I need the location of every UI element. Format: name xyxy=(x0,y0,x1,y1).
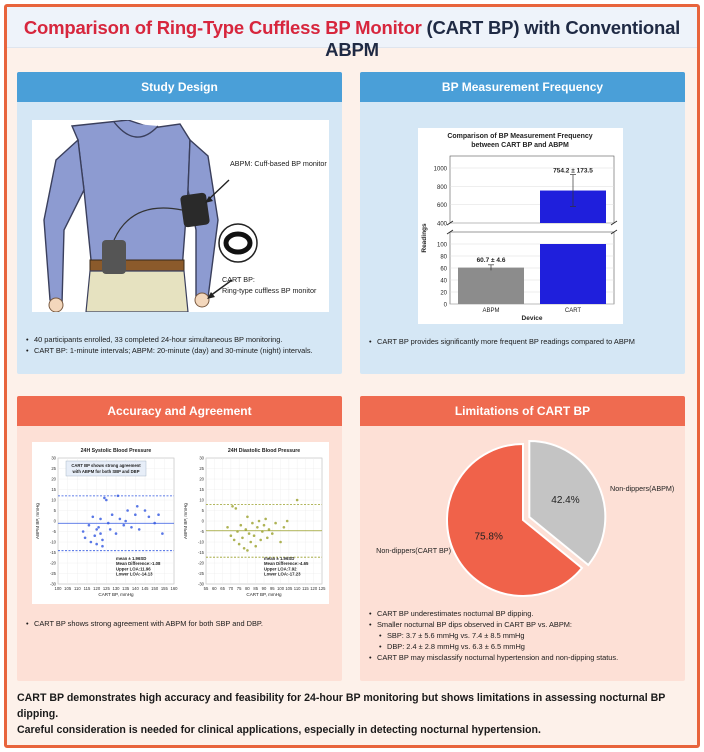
study-design-bullets xyxy=(25,334,335,356)
y-tick-label: -25 xyxy=(49,571,56,577)
chart-title: Comparison of BP Measurement Frequency xyxy=(447,133,593,140)
annotation-text-line2: with ABPM for both SBP and DBP xyxy=(72,469,140,474)
y-tick-label: 0 xyxy=(201,518,204,524)
bp-cuff xyxy=(180,192,210,227)
data-point xyxy=(274,522,277,525)
data-point xyxy=(238,543,241,546)
data-point xyxy=(101,545,104,548)
y-tick-label: -20 xyxy=(197,560,204,566)
data-point xyxy=(95,543,98,546)
stats-text: Upper LOA:11.96 xyxy=(116,566,151,572)
frequency-header: BP Measurement Frequency xyxy=(360,72,685,102)
y-tick-label: 100 xyxy=(436,242,447,249)
x-tick-label: 100 xyxy=(54,586,62,591)
data-point xyxy=(266,537,269,540)
data-point xyxy=(261,530,264,533)
y-tick-label: -30 xyxy=(49,581,56,587)
data-point xyxy=(259,539,262,542)
x-tick-label: 130 xyxy=(112,586,120,591)
data-point xyxy=(279,541,282,544)
abpm-device xyxy=(102,240,126,274)
data-point xyxy=(248,532,251,535)
data-point xyxy=(263,524,266,527)
x-axis-label: Device xyxy=(521,315,543,322)
bland-altman-box xyxy=(32,442,329,604)
y-tick-label: 20 xyxy=(199,476,204,482)
data-point xyxy=(124,520,127,523)
data-point xyxy=(246,516,249,519)
data-point xyxy=(99,532,102,535)
x-tick-label: 70 xyxy=(228,586,234,591)
title-highlight: Comparison of Ring-Type Cuffless BP Monitor xyxy=(23,17,422,38)
x-tick-label: 55 xyxy=(203,586,209,591)
stats-text: Lower LOA:-14.13 xyxy=(116,571,153,577)
data-point xyxy=(103,497,106,500)
pie-value-label: 75.8% xyxy=(474,531,503,543)
data-point xyxy=(230,534,233,537)
y-tick-label: -10 xyxy=(49,539,56,545)
data-point xyxy=(244,528,247,531)
y-tick-label: 15 xyxy=(51,487,56,493)
x-tick-label: 140 xyxy=(131,586,139,591)
y-axis-label: ABPM BP, mmHg xyxy=(183,503,188,539)
page-title xyxy=(7,17,697,61)
limitations-panel xyxy=(360,396,685,681)
annotation-text-line1: CART BP shows strong agreement xyxy=(71,463,141,468)
stats-text: Mean Difference:-1.08 xyxy=(116,561,161,567)
y-tick-label: 400 xyxy=(436,221,447,228)
data-point xyxy=(296,499,299,502)
data-point xyxy=(138,528,141,531)
y-tick-label: 30 xyxy=(199,455,204,461)
data-point xyxy=(240,524,243,527)
bar-lower-abpm xyxy=(458,268,524,304)
pants xyxy=(86,271,188,312)
data-point xyxy=(115,532,118,535)
y-tick-label: 0 xyxy=(53,518,56,524)
y-tick-label: -15 xyxy=(49,550,56,556)
data-point xyxy=(258,520,261,523)
data-point xyxy=(236,530,239,533)
data-point xyxy=(233,539,236,542)
y-tick-label: 10 xyxy=(199,497,204,503)
bar-lower-cart xyxy=(540,244,606,304)
data-point xyxy=(226,526,229,529)
cart-label-line2: Ring-type cuffless BP monitor xyxy=(222,286,317,295)
bullet: • CART BP: 1-minute intervals; ABPM: 20-minute (day) and 30-minute (night) intervals. xyxy=(25,345,335,356)
data-point xyxy=(101,539,104,542)
x-tick-label: 110 xyxy=(73,586,81,591)
y-tick-label: -20 xyxy=(49,560,56,566)
y-tick-label: 20 xyxy=(440,290,447,297)
conclusion-line-1: CART BP demonstrates high accuracy and feasibility for 24-hour BP monitoring but shows limitations in assessing nocturnal BP dipping. xyxy=(17,692,666,720)
frequency-bar-chart xyxy=(418,128,623,324)
stats-text: mean ± 1.96SD xyxy=(264,556,295,561)
bullet: • Smaller nocturnal BP dips observed in CART BP vs. ABPM: xyxy=(368,619,683,630)
x-tick-label: 125 xyxy=(318,586,326,591)
data-point xyxy=(105,499,108,502)
y-tick-label: -15 xyxy=(197,550,204,556)
x-tick-label: 85 xyxy=(253,586,259,591)
non-dippers-pie-chart xyxy=(360,428,685,608)
bar-data-label: 754.2 ± 173.5 xyxy=(553,167,593,175)
data-point xyxy=(122,524,125,527)
data-point xyxy=(231,505,234,508)
data-point xyxy=(153,522,156,525)
x-tick-label: 160 xyxy=(170,586,178,591)
bullet: • CART BP provides significantly more frequent BP readings compared to ABPM xyxy=(368,336,678,347)
x-tick-label: 90 xyxy=(261,586,267,591)
data-point xyxy=(95,528,98,531)
data-point xyxy=(119,518,122,521)
frequency-panel xyxy=(360,72,685,374)
infographic-frame xyxy=(4,4,700,748)
right-hand xyxy=(195,293,209,307)
data-point xyxy=(109,528,112,531)
data-point xyxy=(249,541,252,544)
pie-slice-label: Non-dippers(ABPM) xyxy=(610,484,675,493)
data-point xyxy=(144,509,147,512)
y-tick-label: 25 xyxy=(199,466,204,472)
data-point xyxy=(90,541,93,544)
data-point xyxy=(84,537,87,540)
bullet: • CART BP underestimates nocturnal BP dipping. xyxy=(368,608,683,619)
data-point xyxy=(93,534,96,537)
data-point xyxy=(99,518,102,521)
person-illustration xyxy=(32,120,329,312)
data-point xyxy=(111,513,114,516)
diastolic-bland-altman-plot xyxy=(180,442,329,604)
y-tick-label: 40 xyxy=(440,278,447,285)
bullet: • CART BP shows strong agreement with ABPM for both SBP and DBP. xyxy=(25,618,335,629)
y-tick-label: 1000 xyxy=(433,166,447,173)
data-point xyxy=(264,518,267,521)
x-tick-label: 100 xyxy=(277,586,285,591)
y-tick-label: 5 xyxy=(53,508,56,514)
x-axis-label: CART BP, mmHg xyxy=(98,592,134,597)
stats-text: Upper LOA:7.92 xyxy=(264,566,297,572)
data-point xyxy=(246,549,249,552)
data-point xyxy=(241,537,244,540)
x-tick-label: 60 xyxy=(211,586,217,591)
data-point xyxy=(97,526,100,529)
left-hand xyxy=(49,298,63,312)
limitations-bullets xyxy=(368,608,683,663)
data-point xyxy=(157,513,160,516)
frequency-bullets xyxy=(368,336,678,347)
data-point xyxy=(134,513,137,516)
x-tick-label: 115 xyxy=(302,586,309,591)
frequency-chart-box xyxy=(418,128,623,324)
bullet: • 40 participants enrolled, 33 completed 24-hour simultaneous BP monitoring. xyxy=(25,334,335,345)
data-point xyxy=(161,532,164,535)
y-tick-label: -30 xyxy=(197,581,204,587)
y-tick-label: 80 xyxy=(440,254,447,261)
limitations-header: Limitations of CART BP xyxy=(360,396,685,426)
data-point xyxy=(251,522,254,525)
data-point xyxy=(286,520,289,523)
x-tick-label: 120 xyxy=(93,586,101,591)
x-tick-label: 75 xyxy=(236,586,242,591)
x-tick-label: 150 xyxy=(151,586,159,591)
data-point xyxy=(148,516,151,519)
conclusion-text xyxy=(17,690,689,738)
x-tick-label: 110 xyxy=(293,586,301,591)
systolic-bland-altman-plot xyxy=(32,442,180,604)
study-design-header: Study Design xyxy=(17,72,342,102)
data-point xyxy=(92,516,95,519)
chart-subtitle: between CART BP and ABPM xyxy=(471,142,569,149)
y-tick-label: -25 xyxy=(197,571,204,577)
data-point xyxy=(82,530,85,533)
x-tick-label: 120 xyxy=(310,586,318,591)
y-axis-label: ABPM BP, mmHg xyxy=(35,503,40,539)
sub-bullet: • SBP: 3.7 ± 5.6 mmHg vs. 7.4 ± 8.5 mmHg xyxy=(368,630,683,641)
data-point xyxy=(268,528,271,531)
stats-text: Mean Difference:-4.65 xyxy=(264,561,309,567)
x-tick-label: ABPM xyxy=(482,308,500,314)
y-tick-label: 30 xyxy=(51,455,56,461)
shirt-shape xyxy=(72,120,190,270)
x-tick-label: 135 xyxy=(122,586,130,591)
title-band xyxy=(7,7,697,60)
data-point xyxy=(256,526,259,529)
data-point xyxy=(107,522,110,525)
y-tick-label: 10 xyxy=(51,497,56,503)
pie-slice-label: Non-dippers(CART BP) xyxy=(376,546,451,555)
data-point xyxy=(243,547,246,550)
stats-text: mean ± 1.96SD xyxy=(116,556,147,561)
y-tick-label: 600 xyxy=(436,203,447,210)
left-arm xyxy=(44,140,84,304)
x-tick-label: 105 xyxy=(285,586,293,591)
data-point xyxy=(136,505,139,508)
x-tick-label: 115 xyxy=(83,586,91,591)
y-tick-label: 5 xyxy=(201,508,204,514)
y-tick-label: 15 xyxy=(199,487,204,493)
data-point xyxy=(117,495,120,498)
y-tick-label: 800 xyxy=(436,184,447,191)
y-tick-label: -5 xyxy=(52,529,56,535)
abpm-label: ABPM: Cuff-based BP monitor xyxy=(230,159,327,168)
data-point xyxy=(130,526,133,529)
sub-bullet: • DBP: 2.4 ± 2.8 mmHg vs. 6.3 ± 6.5 mmHg xyxy=(368,641,683,652)
accuracy-panel xyxy=(17,396,342,681)
accuracy-header: Accuracy and Agreement xyxy=(17,396,342,426)
x-tick-label: 65 xyxy=(220,586,225,591)
bar-data-label: 60.7 ± 4.6 xyxy=(476,256,506,264)
x-tick-label: 105 xyxy=(64,586,72,591)
data-point xyxy=(253,534,256,537)
accuracy-bullets xyxy=(25,618,335,629)
cart-label-line1: CART BP: xyxy=(222,275,255,284)
conclusion-line-2: Careful consideration is needed for clinical applications, especially in detecting nocturnal hypertension. xyxy=(17,724,541,736)
study-design-panel xyxy=(17,72,342,374)
data-point xyxy=(271,532,274,535)
study-design-illustration xyxy=(32,120,329,312)
x-tick-label: 125 xyxy=(102,586,110,591)
x-axis-label: CART BP, mmHg xyxy=(246,592,282,597)
x-tick-label: 155 xyxy=(160,586,168,591)
y-tick-label: -10 xyxy=(197,539,204,545)
y-tick-label: 0 xyxy=(443,302,447,309)
data-point xyxy=(126,509,129,512)
stats-text: Lower LOA:-17.23 xyxy=(264,571,301,577)
x-tick-label: 80 xyxy=(245,586,250,591)
plot-title: 24H Diastolic Blood Pressure xyxy=(227,448,301,454)
y-tick-label: 60 xyxy=(440,266,447,273)
y-tick-label: 20 xyxy=(51,476,56,482)
title-rest: (CART BP) with Conventional ABPM xyxy=(325,17,681,60)
y-axis-label: Readings xyxy=(421,223,428,253)
bullet: • CART BP may misclassify nocturnal hypertension and non-dipping status. xyxy=(368,652,683,663)
y-tick-label: 25 xyxy=(51,466,56,472)
y-tick-label: -5 xyxy=(200,529,204,535)
data-point xyxy=(235,507,238,510)
data-point xyxy=(88,524,91,527)
data-point xyxy=(283,526,286,529)
plot-title: 24H Systolic Blood Pressure xyxy=(80,448,152,454)
x-tick-label: 95 xyxy=(269,586,275,591)
x-tick-label: 145 xyxy=(141,586,149,591)
x-tick-label: CART xyxy=(564,308,582,314)
data-point xyxy=(254,545,257,548)
pie-value-label: 42.4% xyxy=(551,494,580,506)
